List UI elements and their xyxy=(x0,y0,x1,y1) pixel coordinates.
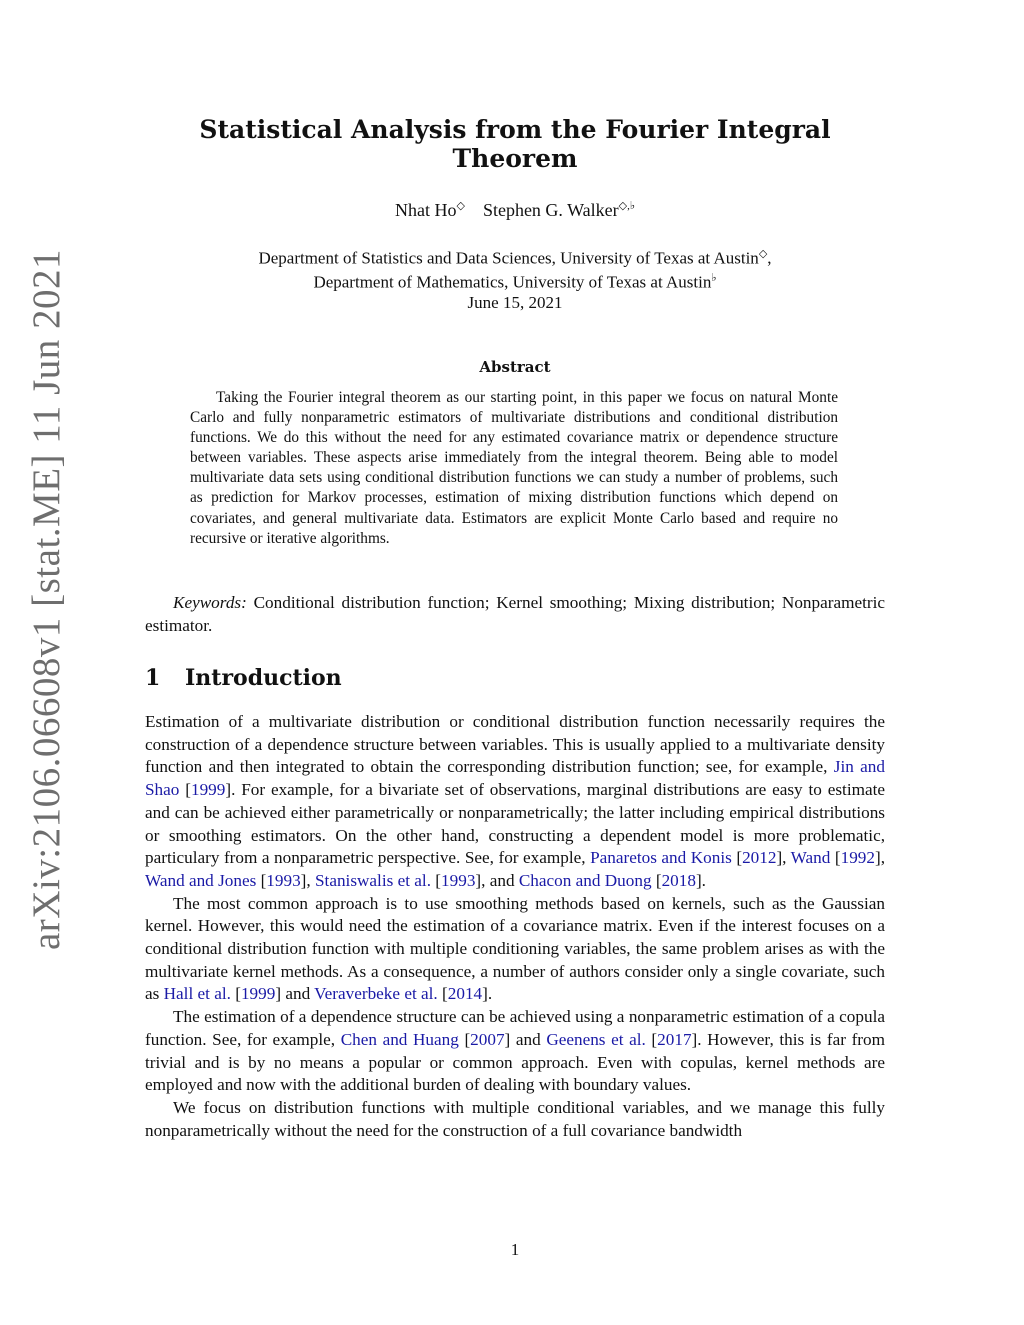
citation-link[interactable]: Wand and Jones xyxy=(145,870,257,890)
affiliation xyxy=(145,247,885,269)
keywords-label: Keywords: xyxy=(173,593,247,612)
paragraph-text: [ xyxy=(179,780,191,800)
section-number: 1 xyxy=(145,665,161,691)
paragraph xyxy=(145,893,885,1007)
citation-link[interactable]: Wand xyxy=(790,848,831,868)
abstract-heading: Abstract xyxy=(479,358,551,376)
citation-link[interactable]: Staniswalis et al. xyxy=(315,870,431,890)
citation-link[interactable]: 2018 xyxy=(661,870,696,890)
paragraph xyxy=(145,1097,885,1142)
paper-title: Statistical Analysis from the Fourier Integral Theorem xyxy=(199,115,831,173)
citation-link[interactable]: 2017 xyxy=(657,1029,692,1049)
author-list xyxy=(145,199,885,221)
paragraph-text: [ xyxy=(731,848,743,868)
citation-link[interactable]: Panaretos and Konis xyxy=(590,848,732,868)
citation-link[interactable]: 1993 xyxy=(441,870,476,890)
paragraph-text: [ xyxy=(651,870,662,890)
section-heading xyxy=(145,665,342,691)
paragraph-text: [ xyxy=(431,870,442,890)
affiliation-text: Department of Mathematics, University of Texas at Austin xyxy=(313,272,712,292)
affiliation-text: Department of Statistics and Data Sciences, University of Texas at Austin xyxy=(258,248,759,268)
paragraph-text: ], and xyxy=(475,870,519,890)
paragraph-text: [ xyxy=(458,1029,471,1049)
paragraph-text: ], xyxy=(300,870,315,890)
abstract-text: Taking the Fourier integral theorem as our starting point, in this paper we focus on natural Monte Carlo and fully nonparametric estimators of multivariate distributions and conditional distribution functions. We do this without the need for any estimated covariance matrix or dependence structure between variables. These aspects arise immediately from the integral theorem. Being able to model multivariate data sets using conditional distribution functions we can study a number of problems, such as prediction for Markov processes, estimation of mixing distribution functions which depend on covariates, and general multivariate data. Estimators are explicit Monte Carlo based and require no recursive or iterative algorithms. xyxy=(190,389,838,547)
introduction-body xyxy=(145,711,885,1142)
paragraph xyxy=(145,1006,885,1097)
paragraph-text: ] and xyxy=(275,984,315,1004)
paragraph-text: ] and xyxy=(504,1029,547,1049)
citation-link[interactable]: 1992 xyxy=(840,848,875,868)
paragraph-text: [ xyxy=(645,1029,658,1049)
paragraph-text: We focus on distribution functions with multiple conditional variables, and we manage this fully nonparametrically without the need for the construction of a full covariance bandwidth xyxy=(145,1097,885,1140)
arxiv-identifier: arXiv:2106.06608v1 [stat.ME] 11 Jun 2021 xyxy=(25,249,68,950)
paragraph-text: ]. However, this is far from trivial and is by no means a popular or common approach. Even with copulas, kernel methods are employed and now with the additional burden of dealing with boundary values. xyxy=(145,1029,885,1095)
keywords-text: Conditional distribution function; Kernel smoothing; Mixing distribution; Nonparametric estimator. xyxy=(145,593,885,635)
section-title: Introduction xyxy=(185,665,342,691)
citation-link[interactable]: 2007 xyxy=(470,1029,505,1049)
paragraph-text: ]. xyxy=(482,984,493,1004)
affiliation-mark: ◇ xyxy=(758,248,768,260)
citation-link[interactable]: Hall et al. xyxy=(163,984,231,1004)
affiliation xyxy=(145,271,885,293)
citation-link[interactable]: Chen and Huang xyxy=(340,1029,459,1049)
paragraph-text: ], xyxy=(874,848,885,868)
citation-link[interactable]: Chacon and Duong xyxy=(518,870,652,890)
paragraph-text: ]. For example, for a bivariate set of observations, marginal distributions are easy to estimate and can be achieved either parametrically or nonparametrically; the latter including empirical distributions or smoothing estimators. On the other hand, constructing a dependent model is more problematic, particulary from a nonparametric perspective. See, for example, xyxy=(145,780,886,868)
citation-link[interactable]: Geenens et al. xyxy=(546,1029,646,1049)
author-mark: ◇,♭ xyxy=(618,200,636,212)
citation-link[interactable]: 1999 xyxy=(190,780,226,800)
citation-link[interactable]: Jin and Shao xyxy=(145,757,885,800)
page-number: 1 xyxy=(510,1240,520,1259)
publication-date: June 15, 2021 xyxy=(467,293,563,312)
citation-link[interactable]: Veraverbeke et al. xyxy=(314,984,438,1004)
paragraph-text: [ xyxy=(230,984,241,1004)
paragraph-text: Estimation of a multivariate distribution or conditional distribution function necessarily requires the construction of a dependence structure between variables. This is usually applied to a multivariate density function and then integrated to obtain the corresponding distribution function; see, for example, xyxy=(145,712,885,777)
paragraph-text: [ xyxy=(437,984,448,1004)
paragraph-text: [ xyxy=(830,848,841,868)
citation-link[interactable]: 2012 xyxy=(742,848,777,868)
author-mark: ◇ xyxy=(456,200,465,212)
citation-link[interactable]: 2014 xyxy=(447,984,483,1004)
paragraph-text: ], xyxy=(776,848,791,868)
affiliation-mark: ♭ xyxy=(711,272,717,284)
keywords xyxy=(145,591,885,637)
paragraph-text: [ xyxy=(256,870,267,890)
paragraph-text: The most common approach is to use smoothing methods based on kernels, such as the Gaussian kernel. However, this would need the estimation of a covariance matrix. Even if the interest focuses on a conditional distribution function with multiple conditioning variables, the same problem arises as with the multivariate kernel methods. As a consequence, a number of authors consider only a single covariate, such as xyxy=(145,893,885,1004)
paragraph xyxy=(145,711,885,893)
author-name: Stephen G. Walker xyxy=(482,200,619,220)
paragraph-text: The estimation of a dependence structure can be achieved using a nonparametric estimation of a copula function. See, for example, xyxy=(145,1007,885,1049)
affiliation-suffix: , xyxy=(767,248,772,268)
citation-link[interactable]: 1993 xyxy=(266,870,301,890)
citation-link[interactable]: 1999 xyxy=(240,984,276,1004)
paragraph-text: ]. xyxy=(695,870,706,890)
author-name: Nhat Ho xyxy=(394,200,457,220)
